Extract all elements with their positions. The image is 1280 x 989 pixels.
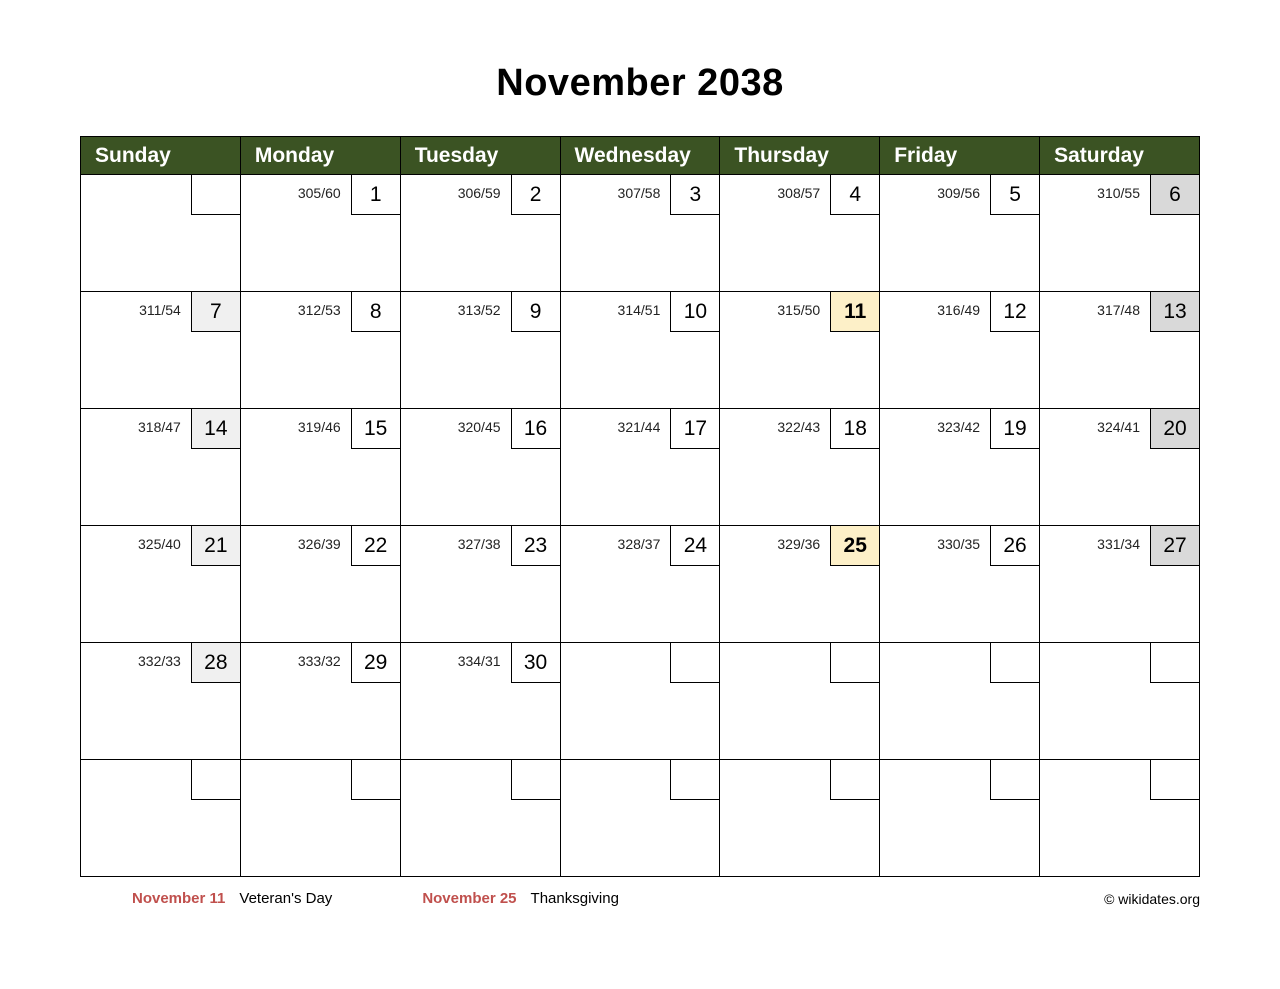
day-number[interactable]: 13	[1150, 292, 1199, 332]
day-of-year-label	[241, 760, 351, 770]
day-of-year-label	[81, 175, 191, 185]
day-number[interactable]: 30	[511, 643, 560, 683]
day-number[interactable]: 1	[351, 175, 400, 215]
calendar-body	[81, 175, 1200, 877]
day-number[interactable]	[990, 760, 1039, 800]
calendar-day-cell[interactable]	[81, 760, 241, 877]
calendar-day-cell[interactable]	[81, 409, 241, 526]
day-of-year-label: 332/33	[138, 653, 181, 669]
calendar-day-cell[interactable]	[240, 175, 400, 292]
day-number[interactable]: 19	[990, 409, 1039, 449]
holiday-date: November 11	[132, 890, 226, 907]
day-number[interactable]: 3	[670, 175, 719, 215]
day-of-year-label	[561, 643, 671, 653]
day-of-year-label: 329/36	[777, 536, 821, 552]
day-cell-header	[81, 409, 240, 449]
calendar-week-row	[81, 760, 1200, 877]
day-cell-header	[720, 175, 879, 215]
day-of-year-label: 328/37	[617, 536, 661, 552]
day-cell-header	[81, 292, 240, 332]
day-of-year-label: 310/55	[1097, 185, 1140, 201]
calendar-day-cell[interactable]	[880, 526, 1040, 643]
calendar-day-cell[interactable]	[880, 175, 1040, 292]
day-cell-header	[561, 760, 720, 800]
day-number[interactable]	[830, 643, 879, 683]
day-number[interactable]	[511, 760, 560, 800]
day-cell-header	[401, 526, 560, 566]
day-number[interactable]	[990, 643, 1039, 683]
day-number[interactable]: 15	[351, 409, 400, 449]
weekday-header-tuesday: Tuesday	[400, 137, 560, 175]
day-of-year-label	[81, 760, 191, 770]
calendar-day-cell[interactable]	[400, 409, 560, 526]
weekday-header-friday: Friday	[880, 137, 1040, 175]
day-cell-header	[81, 643, 240, 683]
day-number[interactable]: 5	[990, 175, 1039, 215]
calendar-day-cell[interactable]	[880, 760, 1040, 877]
calendar-day-cell[interactable]	[81, 175, 241, 292]
calendar-day-cell[interactable]	[880, 643, 1040, 760]
day-of-year-label: 318/47	[138, 419, 181, 435]
day-cell-header	[561, 292, 720, 332]
calendar-day-cell[interactable]	[81, 526, 241, 643]
holiday-entry-2	[422, 890, 619, 907]
day-cell-header	[1040, 292, 1199, 332]
day-of-year-label: 313/52	[457, 302, 501, 318]
day-of-year-label: 315/50	[777, 302, 821, 318]
day-cell-header	[241, 292, 400, 332]
calendar-day-cell[interactable]	[400, 643, 560, 760]
calendar-day-cell[interactable]	[880, 292, 1040, 409]
day-number[interactable]: 4	[830, 175, 879, 215]
day-of-year-label: 324/41	[1097, 419, 1140, 435]
day-cell-header	[880, 409, 1039, 449]
day-of-year-label	[720, 760, 830, 770]
day-cell-header	[1040, 760, 1199, 800]
calendar-week-row	[81, 292, 1200, 409]
day-number[interactable]: 10	[670, 292, 719, 332]
calendar-week-row	[81, 643, 1200, 760]
day-of-year-label	[1040, 643, 1150, 653]
day-of-year-label: 308/57	[777, 185, 821, 201]
calendar-day-cell[interactable]	[1040, 175, 1200, 292]
calendar-day-cell[interactable]	[720, 526, 880, 643]
day-number[interactable]: 22	[351, 526, 400, 566]
day-cell-header	[720, 760, 879, 800]
day-cell-header	[401, 643, 560, 683]
holiday-name: Thanksgiving	[530, 890, 619, 907]
day-cell-header	[241, 175, 400, 215]
day-number[interactable]	[1150, 643, 1199, 683]
day-number[interactable]: 28	[191, 643, 240, 683]
day-number[interactable]: 25	[830, 526, 879, 566]
day-cell-header	[720, 526, 879, 566]
page-title: November 2038	[496, 62, 784, 104]
day-cell-header	[880, 643, 1039, 683]
day-cell-header	[720, 292, 879, 332]
calendar-day-cell[interactable]	[81, 643, 241, 760]
calendar-day-cell[interactable]	[400, 292, 560, 409]
day-number[interactable]: 9	[511, 292, 560, 332]
calendar-day-cell[interactable]	[240, 526, 400, 643]
day-of-year-label: 316/49	[937, 302, 981, 318]
day-cell-header	[720, 643, 879, 683]
day-cell-header	[880, 760, 1039, 800]
day-cell-header	[401, 760, 560, 800]
day-number[interactable]: 17	[670, 409, 719, 449]
calendar-day-cell[interactable]	[720, 760, 880, 877]
day-number[interactable]: 8	[351, 292, 400, 332]
calendar-day-cell[interactable]	[400, 175, 560, 292]
day-number[interactable]	[670, 760, 719, 800]
day-of-year-label: 334/31	[457, 653, 501, 669]
day-of-year-label	[880, 643, 990, 653]
day-cell-header	[241, 643, 400, 683]
day-number[interactable]: 20	[1150, 409, 1199, 449]
day-of-year-label: 326/39	[297, 536, 341, 552]
calendar-day-cell[interactable]	[560, 526, 720, 643]
calendar-day-cell[interactable]	[400, 526, 560, 643]
day-of-year-label: 325/40	[138, 536, 181, 552]
day-number[interactable]: 21	[191, 526, 240, 566]
day-of-year-label: 319/46	[297, 419, 341, 435]
day-cell-header	[561, 175, 720, 215]
day-number[interactable]: 11	[830, 292, 879, 332]
day-cell-header	[1040, 409, 1199, 449]
calendar-day-cell[interactable]	[720, 409, 880, 526]
day-of-year-label: 305/60	[297, 185, 341, 201]
day-of-year-label: 333/32	[297, 653, 341, 669]
day-number[interactable]	[191, 760, 240, 800]
holiday-date: November 25	[422, 890, 517, 907]
calendar-day-cell[interactable]	[560, 292, 720, 409]
day-cell-header	[81, 526, 240, 566]
day-of-year-label: 311/54	[139, 302, 181, 318]
day-number[interactable]: 18	[830, 409, 879, 449]
day-of-year-label: 322/43	[777, 419, 821, 435]
calendar-day-cell[interactable]	[1040, 409, 1200, 526]
day-of-year-label: 331/34	[1097, 536, 1140, 552]
day-cell-header	[401, 292, 560, 332]
day-cell-header	[880, 175, 1039, 215]
day-cell-header	[241, 526, 400, 566]
day-number[interactable]: 24	[670, 526, 719, 566]
calendar-day-cell[interactable]	[560, 175, 720, 292]
day-of-year-label: 306/59	[457, 185, 501, 201]
day-number[interactable]: 12	[990, 292, 1039, 332]
day-number[interactable]	[351, 760, 400, 800]
calendar-day-cell[interactable]	[1040, 643, 1200, 760]
day-cell-header	[561, 643, 720, 683]
day-of-year-label: 314/51	[617, 302, 661, 318]
holiday-entry-1	[132, 890, 332, 907]
day-number[interactable]: 23	[511, 526, 560, 566]
calendar-day-cell[interactable]	[81, 292, 241, 409]
day-number[interactable]	[670, 643, 719, 683]
day-of-year-label: 312/53	[297, 302, 341, 318]
calendar-day-cell[interactable]	[1040, 526, 1200, 643]
day-number[interactable]: 14	[191, 409, 240, 449]
day-of-year-label: 330/35	[937, 536, 981, 552]
weekday-header-saturday: Saturday	[1040, 137, 1200, 175]
day-cell-header	[241, 760, 400, 800]
calendar-week-row	[81, 526, 1200, 643]
day-number[interactable]: 16	[511, 409, 560, 449]
day-cell-header	[401, 175, 560, 215]
day-number[interactable]: 27	[1150, 526, 1199, 566]
weekday-header-thursday: Thursday	[720, 137, 880, 175]
calendar-day-cell[interactable]	[240, 409, 400, 526]
weekday-header-wednesday: Wednesday	[560, 137, 720, 175]
calendar-day-cell[interactable]	[1040, 292, 1200, 409]
calendar-day-cell[interactable]	[720, 643, 880, 760]
day-cell-header	[561, 526, 720, 566]
day-cell-header	[81, 175, 240, 215]
day-number[interactable]	[1150, 760, 1199, 800]
day-of-year-label: 320/45	[457, 419, 501, 435]
weekday-header-monday: Monday	[240, 137, 400, 175]
day-of-year-label: 321/44	[617, 419, 661, 435]
calendar-day-cell[interactable]	[560, 643, 720, 760]
site-credit: © wikidates.org	[1104, 890, 1200, 907]
calendar-day-cell[interactable]	[720, 292, 880, 409]
day-cell-header	[1040, 175, 1199, 215]
day-cell-header	[401, 409, 560, 449]
day-cell-header	[720, 409, 879, 449]
day-cell-header	[241, 409, 400, 449]
day-of-year-label: 309/56	[937, 185, 981, 201]
day-of-year-label: 323/42	[937, 419, 981, 435]
day-of-year-label	[720, 643, 830, 653]
calendar-day-cell[interactable]	[240, 643, 400, 760]
day-of-year-label: 307/58	[617, 185, 661, 201]
day-number[interactable]: 2	[511, 175, 560, 215]
day-cell-header	[880, 526, 1039, 566]
day-cell-header	[81, 760, 240, 800]
calendar-day-cell[interactable]	[240, 292, 400, 409]
day-of-year-label	[1040, 760, 1150, 770]
day-cell-header	[1040, 526, 1199, 566]
day-cell-header	[880, 292, 1039, 332]
calendar-day-cell[interactable]	[1040, 760, 1200, 877]
calendar-header-row	[81, 137, 1200, 175]
calendar-day-cell[interactable]	[400, 760, 560, 877]
holiday-name: Veteran's Day	[239, 890, 333, 907]
weekday-header-sunday: Sunday	[81, 137, 241, 175]
calendar-week-row	[81, 175, 1200, 292]
day-of-year-label	[561, 760, 671, 770]
day-number[interactable]: 6	[1150, 175, 1199, 215]
day-of-year-label	[401, 760, 511, 770]
day-number[interactable]	[191, 175, 240, 215]
day-of-year-label	[880, 760, 990, 770]
calendar-footer	[80, 890, 1200, 907]
calendar-day-cell[interactable]	[560, 760, 720, 877]
day-number[interactable]: 29	[351, 643, 400, 683]
calendar-day-cell[interactable]	[880, 409, 1040, 526]
day-number[interactable]	[830, 760, 879, 800]
calendar-table	[80, 136, 1200, 877]
day-number[interactable]: 7	[191, 292, 240, 332]
calendar-day-cell[interactable]	[560, 409, 720, 526]
day-of-year-label: 327/38	[457, 536, 501, 552]
day-cell-header	[561, 409, 720, 449]
calendar-day-cell[interactable]	[720, 175, 880, 292]
calendar-day-cell[interactable]	[240, 760, 400, 877]
day-cell-header	[1040, 643, 1199, 683]
day-number[interactable]: 26	[990, 526, 1039, 566]
day-of-year-label: 317/48	[1097, 302, 1140, 318]
calendar-week-row	[81, 409, 1200, 526]
